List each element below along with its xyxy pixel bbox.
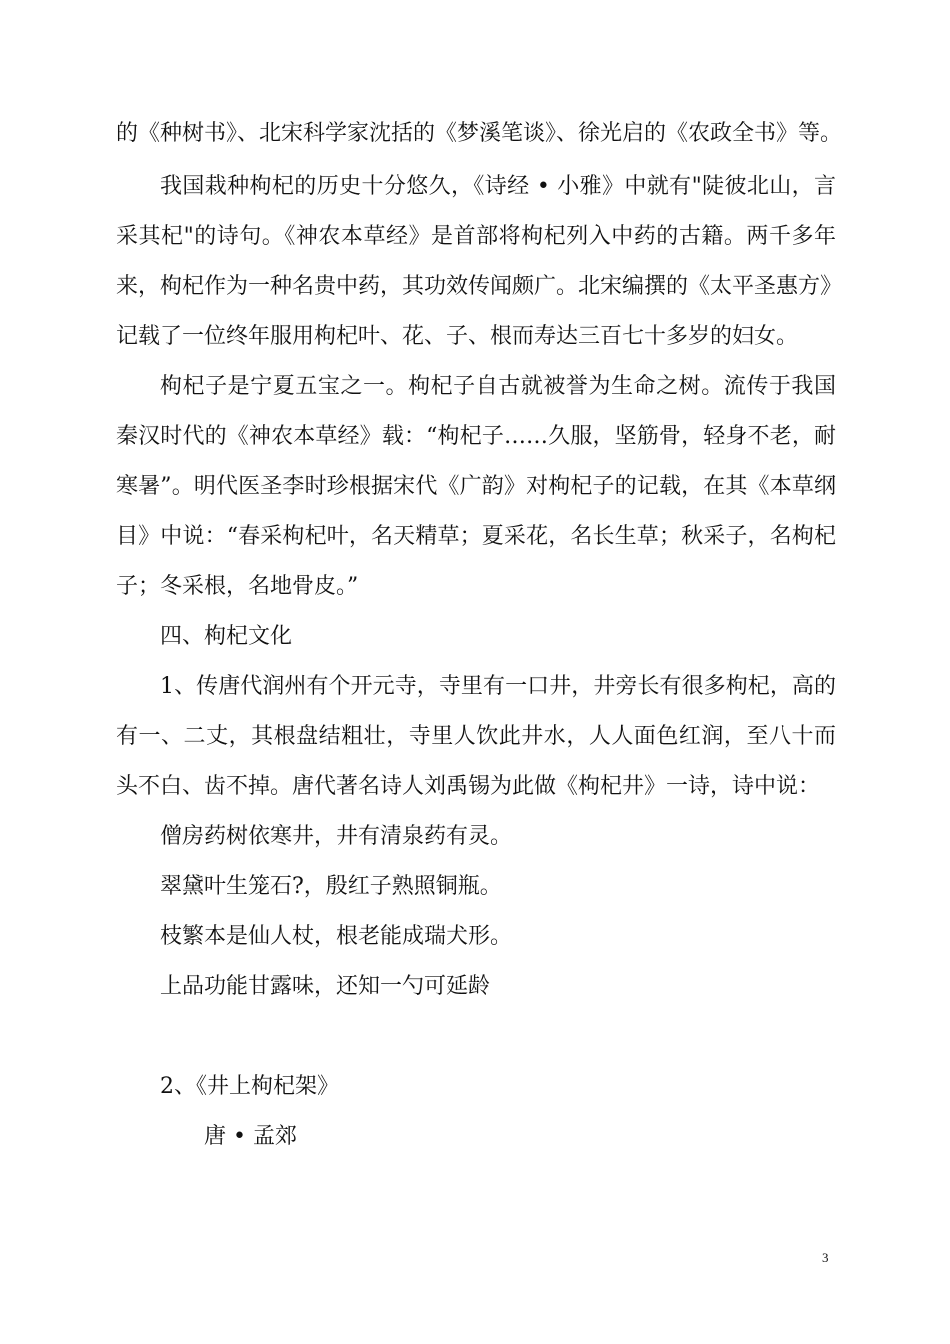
poem-line: 翠黛叶生笼石?，殷红子熟照铜瓶。: [160, 874, 502, 899]
paragraph-line: 记载了一位终年服用枸杞叶、花、子、根而寿达三百七十多岁的妇女。: [116, 324, 799, 349]
section-heading: 四、枸杞文化: [160, 624, 293, 649]
page-number: 3: [822, 1250, 829, 1265]
paragraph-line: 目》中说：“春采枸杞叶，名天精草；夏采花，名长生草；秋采子，名枸杞: [116, 524, 836, 549]
paragraph-line: 的《种树书》、北宋科学家沈括的《梦溪笔谈》、徐光启的《农政全书》等。: [116, 121, 843, 146]
poem-line: 僧房药树依寒井，井有清泉药有灵。: [160, 824, 513, 849]
paragraph-line: 寒暑”。明代医圣李时珍根据宋代《广韵》对枸杞子的记载，在其《本草纲: [116, 474, 836, 499]
poem-line: 上品功能甘露味，还知一勺可延龄: [160, 974, 491, 999]
paragraph-line: 子；冬采根，名地骨皮。”: [116, 574, 359, 599]
paragraph-line: 枸杞子是宁夏五宝之一。枸杞子自古就被誉为生命之树。流传于我国: [160, 374, 836, 399]
paragraph-line: 采其杞"的诗句。《神农本草经》是首部将枸杞列入中药的古籍。两千多年: [116, 224, 836, 249]
poem-title: 2、《井上枸杞架》: [160, 1074, 339, 1099]
paragraph-line: 秦汉时代的《神农本草经》载：“枸杞子……久服，坚筋骨，轻身不老，耐: [116, 424, 836, 449]
paragraph-line: 1、传唐代润州有个开元寺，寺里有一口井，井旁长有很多枸杞，高的: [160, 674, 836, 699]
paragraph-line: 我国栽种枸杞的历史十分悠久，《诗经 • 小雅》中就有"陡彼北山，言: [160, 174, 836, 199]
poem-line: 枝繁本是仙人杖，根老能成瑞犬形。: [160, 924, 513, 949]
poem-author: 唐 • 孟郊: [204, 1124, 297, 1149]
paragraph-line: 有一、二丈，其根盘结粗壮，寺里人饮此井水，人人面色红润，至八十而: [116, 724, 836, 749]
paragraph-line: 来，枸杞作为一种名贵中药，其功效传闻颇广。北宋编撰的《太平圣惠方》: [116, 274, 843, 299]
paragraph-line: 头不白、齿不掉。唐代著名诗人刘禹锡为此做《枸杞井》一诗，诗中说：: [116, 774, 821, 799]
